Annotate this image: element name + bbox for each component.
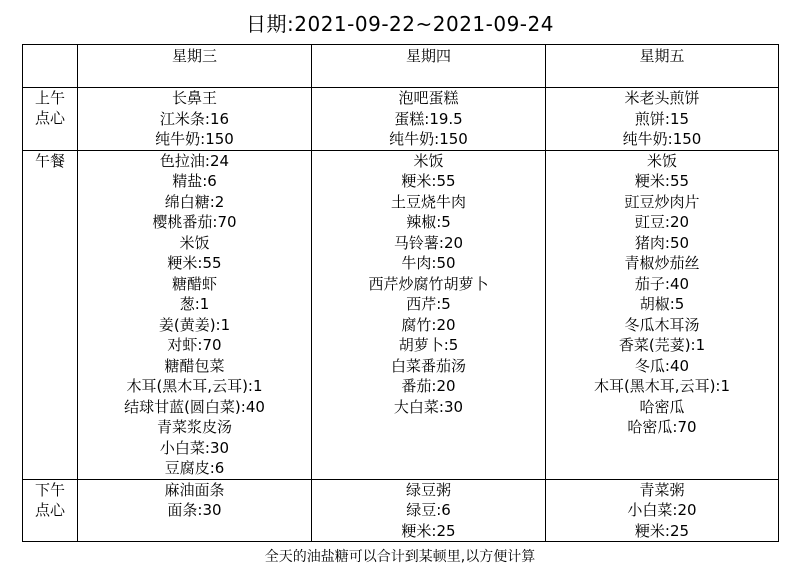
menu-item: 小白菜:20 xyxy=(627,501,697,519)
menu-cell-fri xyxy=(546,88,779,151)
menu-item: 豇豆炒肉片 xyxy=(624,192,700,211)
meal-row xyxy=(23,88,779,151)
menu-item: 粳米:25 xyxy=(634,521,690,540)
menu-item: 白菜番茄汤 xyxy=(390,356,466,375)
menu-item: 姜(黄姜):1 xyxy=(158,315,231,334)
meal-label-line: 午餐 xyxy=(34,151,65,170)
menu-item: 粳米:55 xyxy=(634,172,690,190)
menu-item: 胡椒:5 xyxy=(639,295,685,313)
menu-item: 豆腐皮:6 xyxy=(164,459,225,477)
menu-item: 茄子:40 xyxy=(634,274,690,293)
menu-item: 糖醋包菜 xyxy=(164,356,225,375)
menu-item: 樱桃番茄:70 xyxy=(152,213,237,231)
menu-item: 小白菜:30 xyxy=(159,438,230,457)
menu-item: 豇豆:20 xyxy=(634,213,690,231)
menu-cell-thu xyxy=(312,479,546,542)
meal-label xyxy=(23,88,78,151)
menu-item: 青菜粥 xyxy=(639,480,685,499)
menu-item: 绵白糖:2 xyxy=(164,192,225,211)
menu-item: 面条:30 xyxy=(167,501,222,519)
menu-item: 辣椒:5 xyxy=(406,213,451,231)
menu-item: 蛋糕:19.5 xyxy=(394,109,463,128)
meal-label-line: 点心 xyxy=(34,109,65,127)
menu-item: 纯牛奶:150 xyxy=(622,130,702,148)
menu-item: 西芹炒腐竹胡萝卜 xyxy=(368,274,489,293)
menu-cell-wed xyxy=(78,150,312,479)
menu-item: 番茄:20 xyxy=(401,377,456,395)
menu-item: 腐竹:20 xyxy=(401,315,456,334)
menu-item: 马铃薯:20 xyxy=(393,233,464,252)
menu-item: 木耳(黑木耳,云耳):1 xyxy=(593,377,731,395)
meal-label xyxy=(23,150,78,479)
menu-cell-thu xyxy=(312,88,546,151)
menu-item: 粳米:25 xyxy=(401,521,456,540)
menu-item: 粳米:55 xyxy=(167,254,222,272)
meal-label xyxy=(23,479,78,542)
menu-item: 结球甘蓝(圆白菜):40 xyxy=(124,397,265,416)
menu-item: 精盐:6 xyxy=(172,172,217,190)
menu-item: 木耳(黑木耳,云耳):1 xyxy=(126,377,263,395)
menu-item: 纯牛奶:150 xyxy=(389,130,468,148)
menu-item: 哈密瓜:70 xyxy=(627,418,697,436)
meal-label-line: 上午 xyxy=(34,89,65,107)
menu-item: 青椒炒茄丝 xyxy=(624,254,700,272)
menu-item: 土豆烧牛肉 xyxy=(390,192,466,211)
day-header-thu: 星期四 xyxy=(312,45,546,88)
menu-item: 煎饼:15 xyxy=(634,109,690,128)
menu-item: 哈密瓜 xyxy=(639,397,685,416)
menu-cell-wed xyxy=(78,479,312,542)
menu-item: 长鼻王 xyxy=(171,89,217,107)
menu-item: 牛肉:50 xyxy=(401,254,456,272)
day-header-wed: 星期三 xyxy=(78,45,312,88)
menu-table xyxy=(22,44,779,542)
menu-item: 胡萝卜:5 xyxy=(398,336,459,354)
menu-item: 糖醋虾 xyxy=(171,274,217,293)
corner-cell xyxy=(23,45,78,88)
menu-cell-fri xyxy=(546,479,779,542)
menu-item: 麻油面条 xyxy=(164,480,225,499)
meal-row xyxy=(23,479,779,542)
page-title: 日期:2021-09-22~2021-09-24 xyxy=(246,12,554,36)
menu-item: 泡吧蛋糕 xyxy=(398,89,459,107)
menu-cell-fri xyxy=(546,150,779,479)
menu-item: 江米条:16 xyxy=(159,109,230,128)
menu-item: 米饭 xyxy=(413,151,444,170)
menu-item: 西芹:5 xyxy=(406,295,451,313)
menu-item: 大白菜:30 xyxy=(393,397,464,416)
meal-row xyxy=(23,150,779,479)
header-row xyxy=(23,45,779,88)
footer-note: 全天的油盐糖可以合计到某顿里,以方便计算 xyxy=(264,549,536,565)
menu-item: 米饭 xyxy=(179,233,210,252)
meal-label-line: 点心 xyxy=(34,500,65,519)
day-header-fri: 星期五 xyxy=(546,45,779,88)
menu-item: 猪肉:50 xyxy=(634,233,690,252)
menu-item: 绿豆:6 xyxy=(406,501,451,519)
menu-cell-wed xyxy=(78,88,312,151)
menu-item: 对虾:70 xyxy=(167,336,222,354)
menu-cell-thu xyxy=(312,150,546,479)
menu-item: 香菜(芫荽):1 xyxy=(618,336,706,354)
menu-item: 冬瓜木耳汤 xyxy=(624,315,700,334)
menu-item: 纯牛奶:150 xyxy=(155,130,234,148)
menu-item: 绿豆粥 xyxy=(405,480,451,499)
menu-item: 冬瓜:40 xyxy=(634,356,690,375)
menu-item: 青菜浆皮汤 xyxy=(156,418,232,436)
meal-label-line: 下午 xyxy=(34,480,65,499)
menu-item: 米老头煎饼 xyxy=(624,89,700,107)
menu-item: 葱:1 xyxy=(179,295,210,313)
menu-item: 米饭 xyxy=(646,151,677,170)
menu-item: 粳米:55 xyxy=(401,172,456,190)
menu-item: 色拉油:24 xyxy=(159,151,230,170)
